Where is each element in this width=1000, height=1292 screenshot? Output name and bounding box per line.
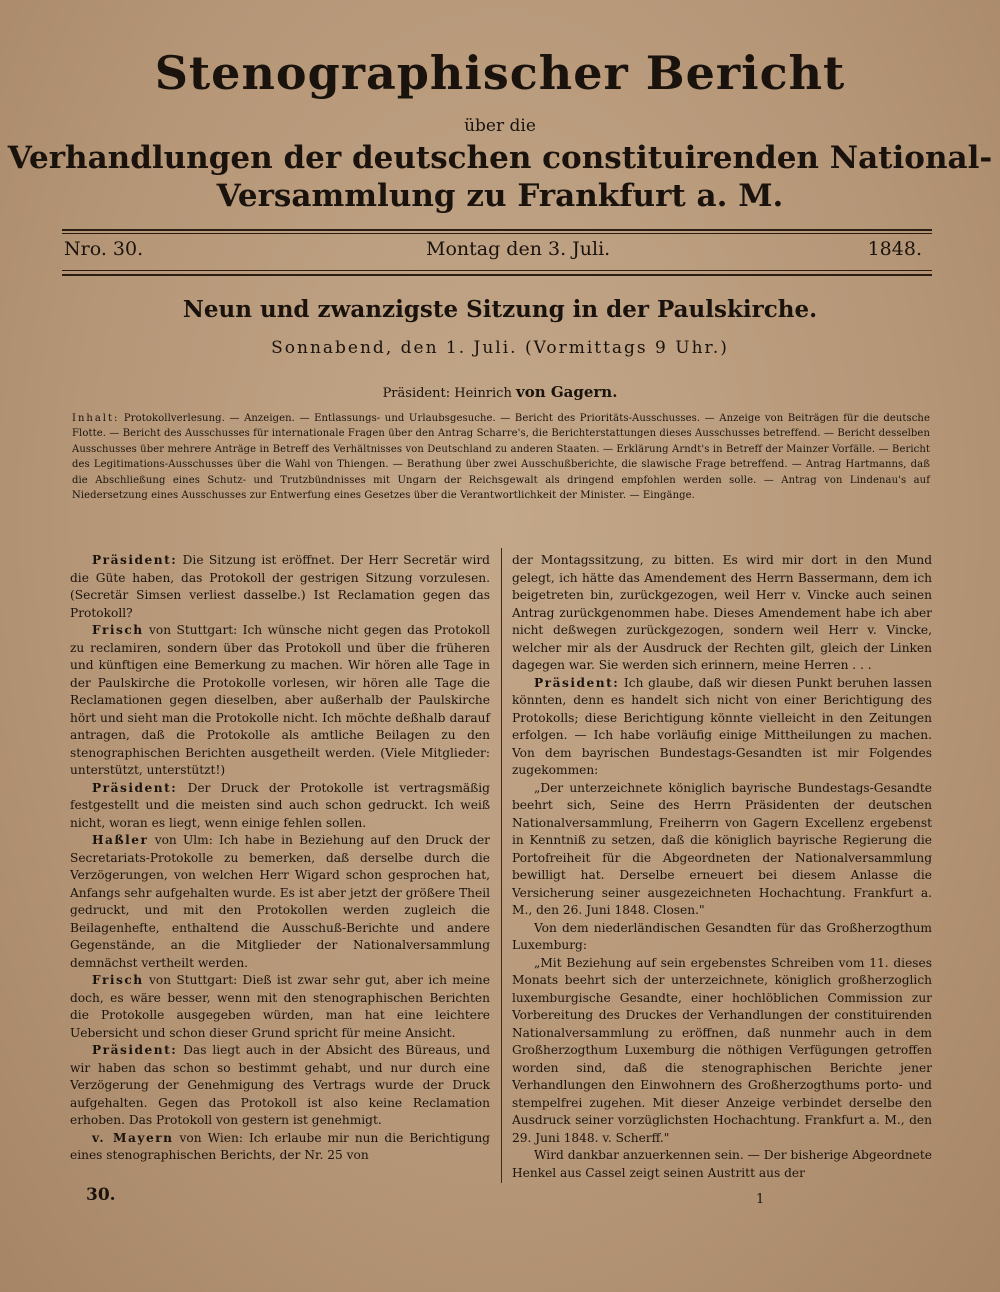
president-first-name: Heinrich (454, 386, 512, 401)
speaker-name: Frisch (92, 623, 144, 637)
paragraph (70, 832, 490, 972)
session-title: Neun und zwanzigste Sitzung in der Paulskirche. (182, 296, 818, 323)
speaker-name: Haßler (92, 833, 149, 847)
paragraph-text: von Stuttgart: Ich wünsche nicht gegen das Protokoll zu reclamiren, sondern über das Protokoll und über die früheren und künftigen eine Bemerkung zu machen. Wir hören alle Tage in der Paulskirche die Protokolle vorlesen, wir hören alle Tage die Reclamationen gegen dieselben, aber außerhalb der Paulskirche hört und sieht man die Protokolle nicht. Ich möchte deßhalb darauf antragen, daß die Protokolle als amtliche Beilagen zu den stenographischen Berichten ausgetheilt werden. (Viele Mitglieder: unterstützt, unterstützt!) (70, 623, 490, 777)
sheet-signature: 30. (86, 1185, 116, 1205)
paragraph (512, 552, 932, 675)
header-rule-top (62, 229, 932, 231)
contents-text: Protokollverlesung. — Anzeigen. — Entlassungs- und Urlaubsgesuche. — Bericht des Prioritäts-Ausschusses. — Anzeige von Beiträgen für die deutsche Flotte. — Bericht des Ausschusses für internationale Fragen über den Antrag Scharre's, die Berichterstattungen dieses Ausschusses betreffend. — Bericht desselben Ausschusses über mehrere Anträge in Betreff des Verhältnisses von Deutschland zu anderen Staaten. — Erklärung Arndt's in Betreff der Mainzer Vorfälle. — Bericht des Legitimations-Ausschusses über die Wahl von Thiengen. — Berathung über zwei Ausschußberichte, die slawische Frage betreffend. — Antrag Hartmanns, daß die Abschließung eines Schutz- und Trutzbündnisses mit Ungarn der Reichsgewalt als dringend empfohlen werden solle. — Antrag von Lindenau's auf Niedersetzung eines Ausschusses zur Entwerfung eines Gesetzes über die Verantwortlichkeit der Minister. — Eingänge. (72, 413, 930, 502)
publication-title-line-1: Verhandlungen der deutschen constituirenden National- (7, 140, 993, 176)
president-label: Präsident: (382, 386, 451, 401)
paragraph (512, 920, 932, 955)
publication-title-line-2: Versammlung zu Frankfurt a. M. (216, 178, 784, 214)
paragraph (70, 972, 490, 1042)
paragraph-text: Von dem niederländischen Gesandten für das Großherzogthum Luxemburg: (512, 920, 932, 952)
paragraph-text: von Ulm: Ich habe in Beziehung auf den Druck der Secretariats-Protokolle zu bemerken, daß derselbe durch die Verzögerungen, von welchen Herr Wigard schon gesprochen hat, Anfangs sehr aufgehalten wurde. Es ist aber jetzt der größere Theil gedruckt, und mit den Protokollen werden zugleich die Beilagenhefte, enthaltend die Ausschuß-Berichte und andere Gegenstände, an die Mitglieder der Nationalversammlung demnächst vertheilt werden. (70, 833, 490, 970)
paragraph (70, 552, 490, 622)
issue-line (64, 238, 930, 268)
right-column (512, 552, 932, 1182)
page-number: 1 (756, 1192, 765, 1207)
header-rule-bottom-thin (62, 270, 932, 271)
session-date: Sonnabend, den 1. Juli. (Vormittags 9 Uhr.) (271, 338, 729, 358)
paragraph (70, 622, 490, 780)
issue-number: Nro. 30. (64, 238, 144, 260)
speaker-name: Präsident: (92, 1043, 178, 1057)
contents-label: Inhalt: (72, 413, 120, 424)
paragraph (512, 780, 932, 920)
column-divider (501, 548, 502, 1183)
paragraph-text: Die Sitzung ist eröffnet. Der Herr Secretär wird die Güte haben, das Protokoll der gestrigen Sitzung vorzulesen. (Secretär Simsen verliest dasselbe.) Ist Reclamation gegen das Protokoll? (70, 553, 490, 620)
president-name: von Gagern. (515, 383, 618, 401)
paragraph (512, 675, 932, 780)
paragraph (512, 1147, 932, 1182)
paragraph-text: Der Druck der Protokolle ist vertragsmäßig festgestellt und die meisten sind auch schon gedruckt. Ich weiß nicht, woran es liegt, wenn einige fehlen sollen. (70, 780, 490, 830)
speaker-name: v. Mayern (92, 1130, 174, 1145)
paragraph-text: Wird dankbar anzuerkennen sein. — Der bisherige Abgeordnete Henkel aus Cassel zeigt seinen Austritt aus der (512, 1148, 932, 1180)
paragraph (70, 780, 490, 833)
session-president (0, 383, 1000, 401)
paragraph-text: von Wien: Ich erlaube mir nun die Berichtigung eines stenographischen Berichts, der Nr. 25 von (70, 1130, 490, 1162)
publication-title: Stenographischer Bericht (154, 46, 846, 100)
paragraph (512, 955, 932, 1148)
issue-date: Montag den 3. Juli. (426, 238, 611, 260)
paragraph (70, 1130, 490, 1165)
publication-subtitle: über die (464, 116, 536, 136)
paragraph-text: Das liegt auch in der Absicht des Büreaus, und wir haben das schon so bestimmt gehabt, und nur durch eine Verzögerung der Genehmigung des Vertrags wurde der Druck aufgehalten. Gegen das Protokoll ist also keine Reclamation erhoben. Das Protokoll von gestern ist genehmigt. (70, 1043, 490, 1127)
paragraph-text: von Stuttgart: Dieß ist zwar sehr gut, aber ich meine doch, es wäre besser, wenn mit den stenographischen Berichten die Protokolle ausgegeben würden, man hat eine leichtere Uebersicht und schon dieser Grund spricht für meine Ansicht. (70, 973, 490, 1040)
paragraph-text: Ich glaube, daß wir diesen Punkt beruhen lassen könnten, denn es handelt sich nicht von einer Berichtigung des Protokolls; diese Berichtigung könnte vielleicht in den Zeitungen erfolgen. — Ich habe vorläufig einige Mittheilungen zu machen. Von dem bayrischen Bundestags-Gesandten ist mir Folgendes zugekommen: (512, 675, 932, 777)
speaker-name: Präsident: (92, 553, 178, 567)
speaker-name: Präsident: (92, 780, 178, 795)
speaker-name: Präsident: (534, 675, 620, 690)
paragraph-text: „Der unterzeichnete königlich bayrische Bundestags-Gesandte beehrt sich, Seine des Herrn Präsidenten der deutschen Nationalversammlung, Freiherrn von Gagern Excellenz ergebenst in Kenntniß zu setzen, daß die königlich bayrische Regierung die Portofreiheit für die Abgeordneten der Nationalversammlung bewilligt hat. Derselbe erneuert bei diesem Anlasse die Versicherung seiner ausgezeichneten Hochachtung. Frankfurt a. M., den 26. Juni 1848. Closen." (512, 780, 932, 917)
table-of-contents (72, 411, 930, 503)
header-rule-top-thin (62, 233, 932, 234)
left-column (70, 552, 490, 1165)
paragraph-text: „Mit Beziehung auf sein ergebenstes Schreiben vom 11. dieses Monats beehrt sich der unterzeichnete, königlich großherzoglich luxemburgische Gesandte, einer hochlöblichen Commission zur Vorbereitung des Druckes der Verhandlungen der constituirenden Nationalversammlung zu eröffnen, daß nunmehr auch in dem Großherzogthum Luxemburg die nöthigen Verfügungen getroffen worden sind, daß die stenographischen Berichte jener Verhandlungen den Einwohnern des Großherzogthums porto- und stempelfrei zugehen. Mit dieser Anzeige verbindet derselbe den Ausdruck seiner vorzüglichsten Hochachtung. Frankfurt a. M., den 29. Juni 1848. v. Scherff." (512, 955, 932, 1145)
speaker-name: Frisch (92, 973, 144, 987)
paragraph-text: der Montagssitzung, zu bitten. Es wird mir dort in den Mund gelegt, ich hätte das Amendement des Herrn Bassermann, dem ich beigetreten bin, zurückgezogen, weil Herr v. Vincke auch seinen Antrag zurückgenommen habe. Dieses Amendement habe ich aber nicht deßwegen zurückgezogen, sondern weil Herr v. Vincke, welcher mir als der Ausdruck der Rechten gilt, gleich der Linken dagegen war. Sie werden sich erinnern, meine Herren . . . (512, 553, 932, 672)
header-rule-bottom (62, 274, 932, 276)
issue-year: 1848. (867, 238, 922, 260)
paragraph (70, 1042, 490, 1130)
